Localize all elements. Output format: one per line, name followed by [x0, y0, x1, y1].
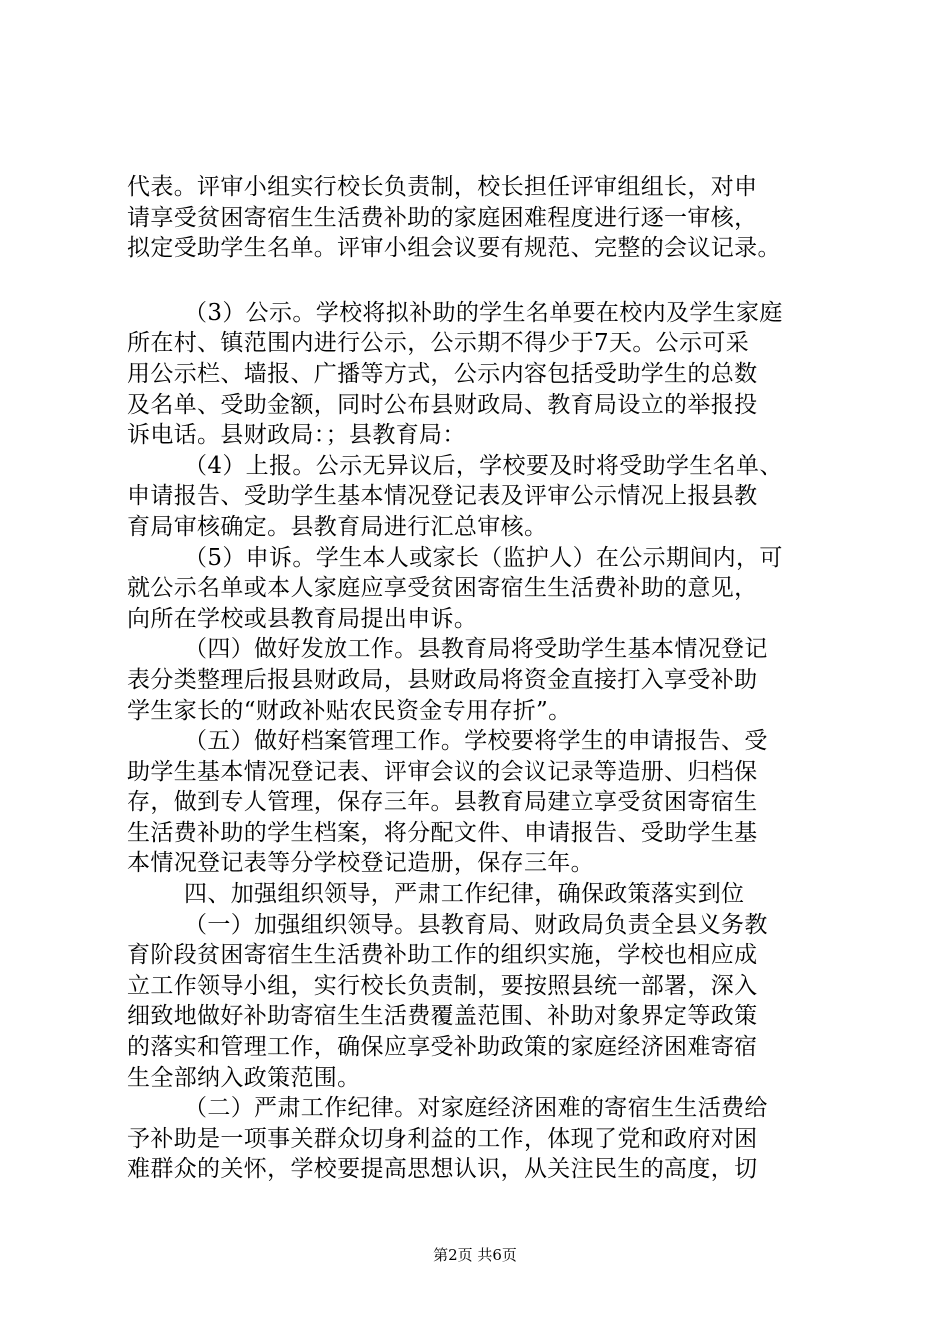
paragraph-gap	[127, 264, 847, 298]
text-line: 拟定受助学生名单。评审小组会议要有规范、完整的会议记录。	[127, 235, 781, 262]
section-heading-four	[127, 879, 847, 910]
text-line: 立工作领导小组，实行校长负责制，要按照县统一部署，深入	[127, 972, 758, 999]
paragraph-publicity	[127, 298, 847, 451]
text-line: 及名单、受助金额，同时公布县财政局、教育局设立的举报投	[127, 391, 758, 418]
paragraph-leadership	[127, 910, 847, 1094]
section-heading: 四、加强组织领导，严肃工作纪律，确保政策落实到位	[184, 881, 745, 908]
text-line: 申请报告、受助学生基本情况登记表及评审公示情况上报县教	[127, 483, 758, 510]
paragraph-review-group	[127, 172, 847, 264]
page-footer	[0, 1245, 950, 1265]
text-line: 助学生基本情况登记表、评审会议的会议记录等造册、归档保	[127, 758, 758, 785]
text-line: 学生家长的“财政补贴农民资金专用存折”。	[127, 697, 572, 724]
text-line: （四）做好发放工作。县教育局将受助学生基本情况登记	[184, 636, 768, 663]
text-line: 难群众的关怀，学校要提高思想认识，从关注民生的高度，切	[127, 1156, 758, 1183]
text-line: （二）严肃工作纪律。对家庭经济困难的寄宿生生活费给	[184, 1095, 768, 1122]
page-number: 第2页 共6页	[433, 1246, 517, 1264]
text-line: （五）做好档案管理工作。学校要将学生的申请报告、受	[184, 728, 768, 755]
text-line: （一）加强组织领导。县教育局、财政局负责全县义务教	[184, 911, 768, 938]
text-line: 就公示名单或本人家庭应享受贫困寄宿生生活费补助的意见，	[127, 575, 758, 602]
text-line: 育阶段贫困寄宿生生活费补助工作的组织实施，学校也相应成	[127, 942, 758, 969]
text-line: 细致地做好补助寄宿生生活费覆盖范围、补助对象界定等政策	[127, 1003, 758, 1030]
text-line: 生活费补助的学生档案，将分配文件、申请报告、受助学生基	[127, 819, 758, 846]
paragraph-appeal	[127, 543, 847, 635]
text-line: 表分类整理后报县财政局，县财政局将资金直接打入享受补助	[127, 666, 758, 693]
text-line: 本情况登记表等分学校登记造册，保存三年。	[127, 850, 594, 877]
text-line: 的落实和管理工作，确保应享受补助政策的家庭经济困难寄宿	[127, 1034, 758, 1061]
text-line: （4）上报。公示无异议后，学校要及时将受助学生名单、	[184, 452, 783, 479]
paragraph-discipline	[127, 1093, 847, 1185]
paragraph-distribution	[127, 634, 847, 726]
text-line: 向所在学校或县教育局提出申诉。	[127, 605, 478, 632]
text-line: （3）公示。学校将拟补助的学生名单要在校内及学生家庭	[184, 299, 783, 326]
text-line: 存，做到专人管理，保存三年。县教育局建立享受贫困寄宿生	[127, 789, 758, 816]
text-line: 代表。评审小组实行校长负责制，校长担任评审组组长，对申	[127, 174, 758, 200]
text-line: 用公示栏、墙报、广播等方式，公示内容包括受助学生的总数	[127, 360, 758, 387]
text-line: 育局审核确定。县教育局进行汇总审核。	[127, 513, 548, 540]
text-line: 诉电话。县财政局：；县教育局：	[127, 422, 466, 449]
text-line: （5）申诉。学生本人或家长（监护人）在公示期间内，可	[184, 544, 783, 571]
paragraph-archive	[127, 726, 847, 879]
text-line: 所在村、镇范围内进行公示，公示期不得少于7天。公示可采	[127, 330, 750, 357]
text-line: 予补助是一项事关群众切身利益的工作，体现了党和政府对困	[127, 1125, 758, 1152]
text-line: 生全部纳入政策范围。	[127, 1064, 361, 1091]
paragraph-report	[127, 451, 847, 543]
document-body	[127, 172, 847, 1185]
text-line: 请享受贫困寄宿生生活费补助的家庭困难程度进行逐一审核，	[127, 204, 758, 231]
